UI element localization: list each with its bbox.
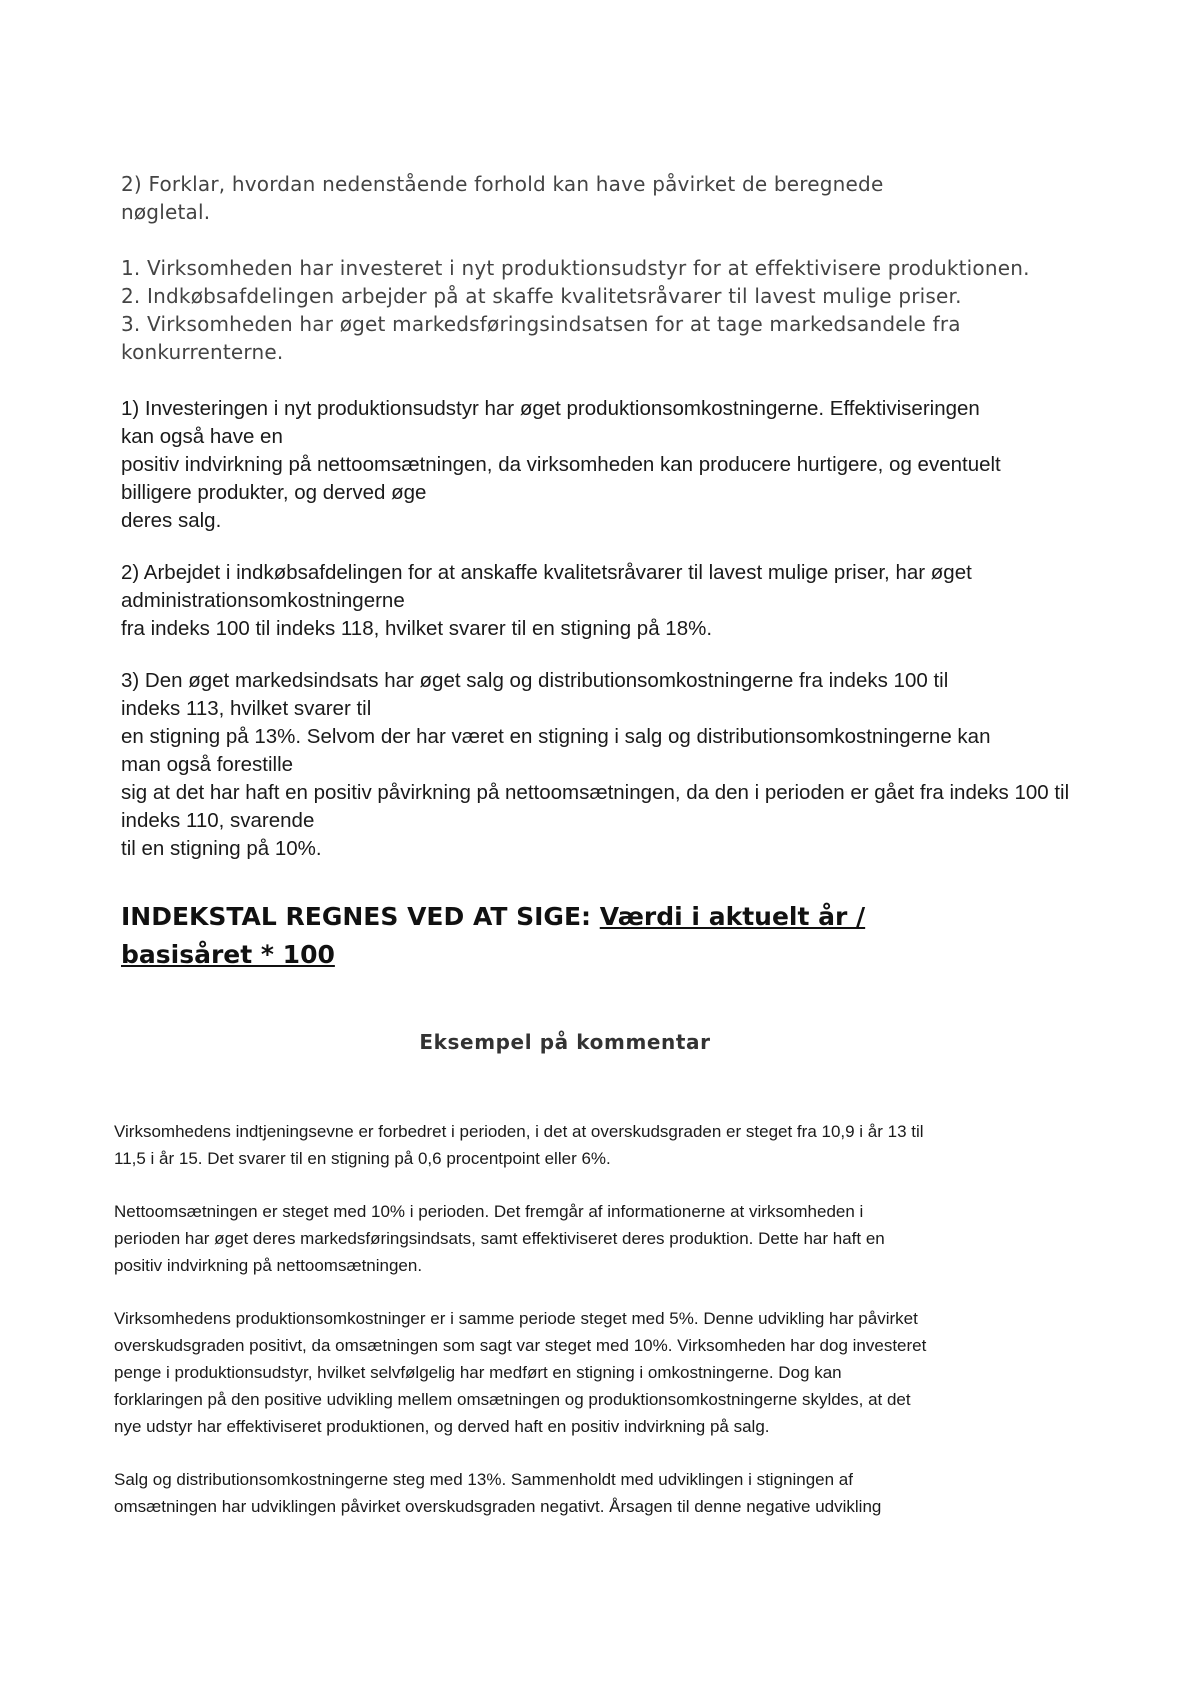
answer-line: 2) Arbejdet i indkøbsafdelingen for at anskaffe kvalitetsråvarer til lavest mulige priser, har øget <box>121 561 972 584</box>
question-item: 3. Virksomheden har øget markedsføringsindsatsen for at tage markedsandele fra <box>121 312 961 336</box>
answer-line: billigere produkter, og derved øge <box>121 481 427 504</box>
answer-line: man også forestille <box>121 753 294 776</box>
heading-formula-part-1: Værdi i aktuelt år / <box>599 902 866 931</box>
answer-paragraph-2 <box>121 559 1200 643</box>
paragraph-gap <box>121 643 1200 667</box>
heading-prefix: INDEKSTAL REGNES VED AT SIGE: <box>121 902 600 931</box>
paragraph-gap <box>114 1172 1114 1198</box>
question-item: 1. Virksomheden har investeret i nyt produktionsudstyr for at effektivisere produktionen. <box>121 256 1030 280</box>
answer-line: 3) Den øget markedsindsats har øget salg og distributionsomkostningerne fra indeks 100 til <box>121 669 949 692</box>
paragraph-gap <box>121 535 1200 559</box>
answer-line: kan også have en <box>121 425 283 448</box>
answer-paragraph-1 <box>121 395 1200 535</box>
paragraph-gap <box>114 1279 1114 1305</box>
answer-line: 1) Investeringen i nyt produktionsudstyr har øget produktionsomkostningerne. Effektiviseringen <box>121 397 980 420</box>
question-item: 2. Indkøbsafdelingen arbejder på at skaffe kvalitetsråvarer til lavest mulige priser. <box>121 284 962 308</box>
answers-block <box>121 395 1200 863</box>
comment-line: overskudsgraden positivt, da omsætningen som sagt var steget med 10%. Virksomheden har dog investeret <box>114 1336 927 1355</box>
comment-paragraph-4 <box>114 1466 1114 1520</box>
comment-line: penge i produktionsudstyr, hvilket selvfølgelig har medført en stigning i omkostningerne. Dog kan <box>114 1363 842 1382</box>
comment-line: forklaringen på den positive udvikling mellem omsætningen og produktionsomkostningerne skyldes, at det <box>114 1390 911 1409</box>
comment-line: Nettoomsætningen er steget med 10% i perioden. Det fremgår af informationerne at virksomheden i <box>114 1202 864 1221</box>
comment-paragraph-3 <box>114 1305 1114 1440</box>
question-line <box>121 226 1191 254</box>
answer-paragraph-3 <box>121 667 1200 863</box>
comment-line: Virksomhedens indtjeningsevne er forbedret i perioden, i det at overskudsgraden er steget fra 10,9 i år 13 til <box>114 1122 924 1141</box>
answer-line: sig at det har haft en positiv påvirkning på nettoomsætningen, da den i perioden er gået fra indeks 100 til <box>121 781 1070 804</box>
comment-block <box>114 1118 1114 1520</box>
comment-line: perioden har øget deres markedsføringsindsats, samt effektiviseret deres produktion. Dette har haft en <box>114 1229 885 1248</box>
answer-line: en stigning på 13%. Selvom der har været en stigning i salg og distributionsomkostningerne kan <box>121 725 991 748</box>
answer-line: positiv indvirkning på nettoomsætningen, da virksomheden kan producere hurtigere, og eventuelt <box>121 453 1001 476</box>
question-block <box>121 170 1191 366</box>
comment-paragraph-1 <box>114 1118 1114 1172</box>
comment-line: 11,5 i år 15. Det svarer til en stigning på 0,6 procentpoint eller 6%. <box>114 1149 611 1168</box>
answer-line: indeks 113, hvilket svarer til <box>121 697 372 720</box>
answer-line: til en stigning på 10%. <box>121 837 322 860</box>
comment-line: Virksomhedens produktionsomkostninger er i samme periode steget med 5%. Denne udvikling har påvirket <box>114 1309 918 1328</box>
heading-formula-part-2: basisåret * 100 <box>121 940 335 969</box>
question-line: nøgletal. <box>121 200 211 224</box>
example-title: Eksempel på kommentar <box>419 1030 711 1054</box>
comment-line: omsætningen har udviklingen påvirket overskudsgraden negativt. Årsagen til denne negative udvikling <box>114 1497 882 1516</box>
comment-line: positiv indvirkning på nettoomsætningen. <box>114 1256 423 1275</box>
paragraph-gap <box>114 1440 1114 1466</box>
comment-line: nye udstyr har effektiviseret produktionen, og derved haft en positiv indvirkning på salg. <box>114 1417 770 1436</box>
answer-line: deres salg. <box>121 509 222 532</box>
question-item: konkurrenterne. <box>121 340 284 364</box>
answer-line: indeks 110, svarende <box>121 809 315 832</box>
comment-paragraph-2 <box>114 1198 1114 1279</box>
question-line: 2) Forklar, hvordan nedenstående forhold kan have påvirket de beregnede <box>121 172 884 196</box>
answer-line: fra indeks 100 til indeks 118, hvilket svarer til en stigning på 18%. <box>121 617 713 640</box>
comment-line: Salg og distributionsomkostningerne steg med 13%. Sammenholdt med udviklingen i stigningen af <box>114 1470 853 1489</box>
index-formula-heading <box>121 898 1021 974</box>
answer-line: administrationsomkostningerne <box>121 589 405 612</box>
